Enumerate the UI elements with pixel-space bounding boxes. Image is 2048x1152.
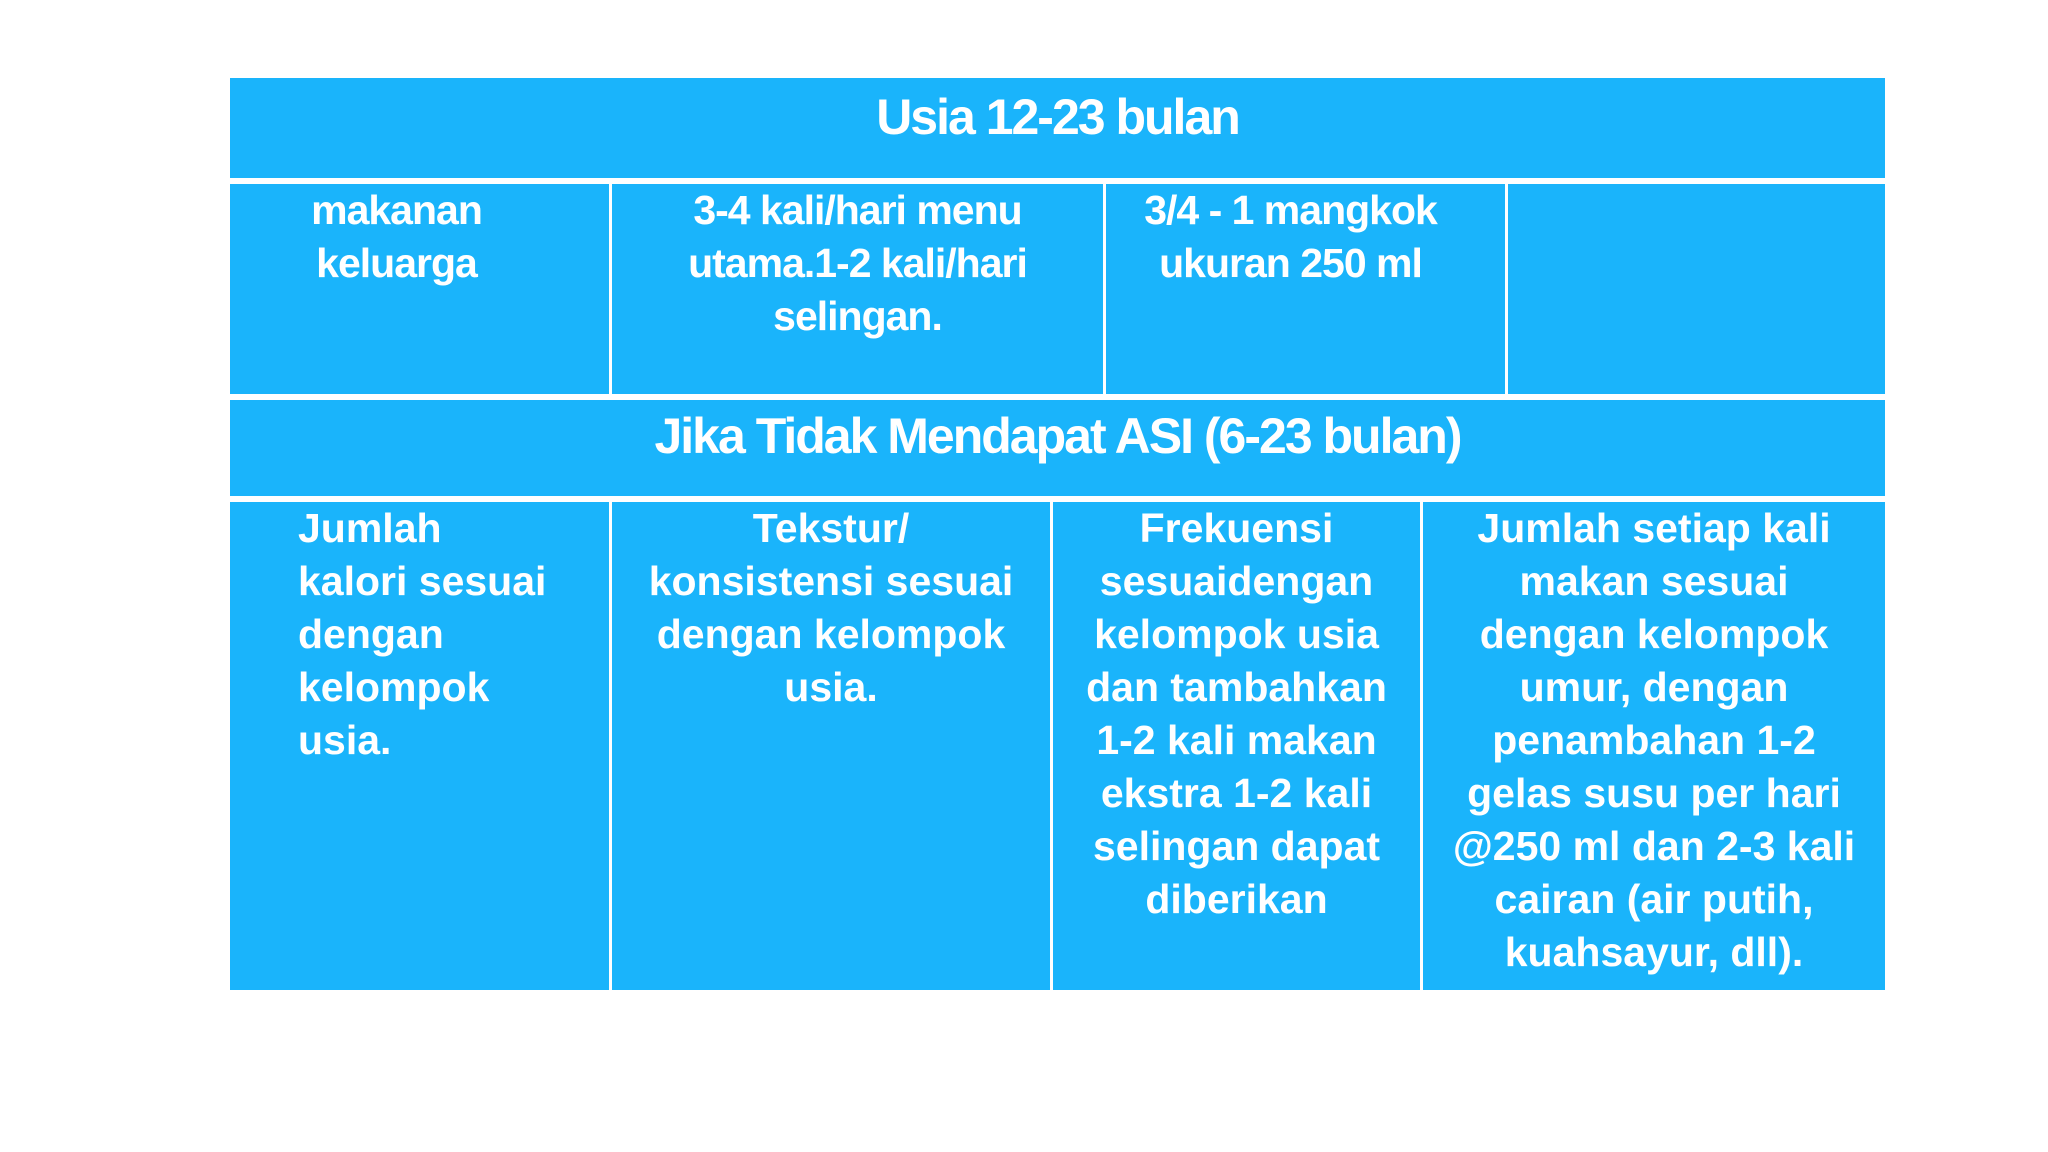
section2-cell-calories: Jumlah kalori sesuai dengan kelompok usia. (230, 502, 609, 990)
section2-cell-frequency: Frekuensi sesuaidengan kelompok usia dan tambahkan 1-2 kali makan ekstra 1-2 kali selingan dapat diberikan (1053, 502, 1420, 990)
section2-row (230, 502, 1885, 990)
section1-cell-frequency: 3-4 kali/hari menu utama.1-2 kali/hari selingan. (612, 184, 1103, 394)
section1-cell-portion: 3/4 - 1 mangkok ukuran 250 ml (1106, 184, 1505, 394)
section1-cell-food-type: makanan keluarga (230, 184, 609, 394)
section2-cell-texture: Tekstur/ konsistensi sesuai dengan kelompok usia. (612, 502, 1050, 990)
section1-row (230, 184, 1885, 394)
section1-cell-empty (1508, 184, 1885, 394)
section2-title: Jika Tidak Mendapat ASI (6-23 bulan) (230, 400, 1885, 496)
section2-cell-amount: Jumlah setiap kali makan sesuai dengan kelompok umur, dengan penambahan 1-2 gelas susu per hari @250 ml dan 2-3 kali cairan (air putih, kuahsayur, dll). (1423, 502, 1885, 990)
section1-title: Usia 12-23 bulan (230, 78, 1885, 178)
nutrition-table (230, 78, 1885, 990)
